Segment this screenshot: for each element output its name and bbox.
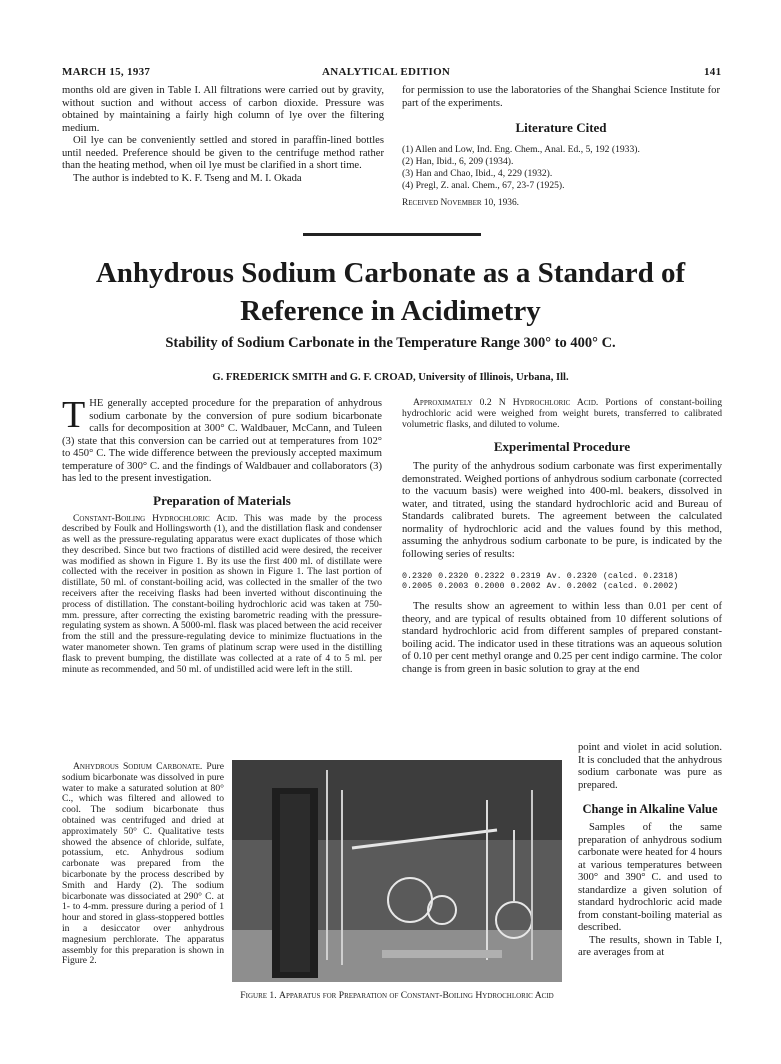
table-row	[402, 581, 684, 591]
table-cell: 0.2320	[438, 571, 469, 582]
table-cell: 0.2003	[438, 581, 469, 592]
previous-article-end-right	[402, 85, 720, 208]
left-column	[62, 394, 382, 675]
apparatus-photo	[232, 760, 562, 982]
header-page-number: 141	[704, 66, 722, 78]
reference-item: (1) Allen and Low, Ind. Eng. Chem., Anal. Ed., 5, 192 (1933).	[402, 144, 640, 155]
table-cell: (calcd. 0.2318)	[602, 571, 679, 582]
table-cell: 0.2319	[510, 571, 541, 582]
paragraph-text: Pure sodium bicarbonate was dissolved in pure water to make a saturated solution at 80° C., which was filtered and allowed to cool. The sodium bicarbonate thus obtained was centrifuged and dried at approximately 50° C. Qualitative tests showed the absence of chloride, sulfate, potassium, etc. Anhydrous sodium carbonate was prepared from the bicarbonate by the process described by Smith and Hardy (2). The sodium bicarbonate was dissociated at 290° C. at 1- to 4-mm. pressure during a period of 1 hour and stored in glass-stoppered bottles in a desiccator over anhydrous magnesium perchlorate. The apparatus assembly for this preparation is shown in Figure 2.	[62, 761, 224, 967]
figure-caption	[232, 990, 562, 1001]
paragraph	[402, 398, 722, 430]
literature-cited-heading: Literature Cited	[515, 120, 607, 135]
preparation-heading: Preparation of Materials	[153, 492, 291, 508]
header-date: MARCH 15, 1937	[62, 66, 151, 78]
figure-1-photograph	[232, 760, 562, 982]
reference-item: (4) Pregl, Z. anal. Chem., 67, 23-7 (1925).	[402, 180, 565, 191]
table-cell: 0.2002	[510, 581, 541, 592]
run-in-heading: Anhydrous Sodium Carbonate.	[73, 761, 203, 772]
table-cell: Av. 0.2320	[546, 571, 597, 582]
table-row	[402, 571, 684, 581]
table-cell: (calcd. 0.2002)	[602, 581, 679, 592]
experimental-procedure-heading: Experimental Procedure	[493, 439, 631, 455]
paragraph	[62, 514, 382, 676]
header-journal: ANALYTICAL EDITION	[322, 66, 451, 78]
paragraph: The results, shown in Table I, are averages from at	[578, 934, 722, 958]
paragraph: The purity of the anhydrous sodium carbonate was first experimentally demonstrated. Weighed portions of anhydrous sodium carbonate (corrected to the vacuum basis) were weighed into 400-ml. beakers, dissolved in water, and titrated, using the standard hydrochloric acid and Bureau of Standards calibrated burets. The agreement between the calculated normality of hydrochloric acid and the values found by this method, assuming the anhydrous sodium carbonate to be pure, is indicated by the following series of results:	[402, 461, 722, 560]
previous-article-end	[62, 85, 384, 185]
run-in-heading: Approximately 0.2 N Hydrochloric Acid.	[413, 397, 599, 408]
article-title	[30, 254, 751, 330]
table-cell: Av. 0.2002	[546, 581, 597, 592]
reference-item: (3) Han and Chao, Ibid., 4, 229 (1932).	[402, 168, 553, 179]
drop-cap: T	[62, 394, 86, 436]
table-cell: 0.2322	[474, 571, 505, 582]
caption-label: Figure 1.	[240, 990, 277, 1001]
sodium-carbonate-paragraph	[62, 762, 224, 967]
results-table	[402, 571, 684, 591]
intro-paragraph	[62, 394, 382, 486]
paragraph: The author is indebted to K. F. Tseng and M. I. Okada	[73, 172, 302, 184]
table-cell: 0.2000	[474, 581, 505, 592]
caption-text: Apparatus for Preparation of Constant-Boiling Hydrochloric Acid	[279, 990, 554, 1001]
article-subtitle: Stability of Sodium Carbonate in the Temperature Range 300° to 400° C.	[165, 335, 616, 351]
paragraph-text: Portions of constant-boiling hydrochloric acid were weighed from weight burets, transferred to calibrated volumetric flasks, and diluted to volume.	[402, 397, 723, 430]
paragraph: Samples of the same preparation of anhydrous sodium carbonate were heated for 4 hours at various temperatures between 300° and 390° C. and used to standardize a given solution of standard hydrochloric acid made from constant-boiling material as described.	[578, 822, 722, 933]
paragraph: The results show an agreement to within less than 0.01 per cent of theory, and are typical of results obtained from 10 different solutions of standard hydrochloric acid from different samples of prepared constant-boiling acid. The indicator used in these titrations was an aqueous solution of 0.10 per cent methyl orange and 0.25 per cent indigo carmine. The color change is from green in basic solution to gray at the end	[402, 601, 722, 675]
title-line: Anhydrous Sodium Carbonate as a Standard of	[95, 257, 686, 289]
title-line: Reference in Acidimetry	[240, 295, 541, 327]
received-date: Received November 10, 1936.	[402, 198, 520, 208]
paragraph: months old are given in Table I. All filtrations were carried out by gravity, without suction and without access of carbon dioxide. Pressure was obtained by maintaining a fairly high column of lye over the filtering medium.	[62, 85, 384, 134]
table-cell: 0.2320	[402, 571, 433, 582]
change-in-alkaline-value-heading: Change in Alkaline Value	[582, 802, 718, 816]
right-narrow-column	[578, 742, 722, 960]
run-in-heading: Constant-Boiling Hydrochloric Acid.	[73, 512, 238, 524]
paragraph-text: This was made by the process described by Foulk and Hollingsworth (1), and the distillation flask and condenser as well as the pressure-regulating apparatus were exact duplicates of those which they described. Since but two fractions of distilled acid were desired, the receiver was modified as shown in Figure 1. By its use the first 400 ml. of distillate were collected with the receiver in position as shown in Figure 1. The last portion of distillate, 50 ml. of constant-boiling acid, was collected in the smaller of the two receivers after the receiving flasks had been inverted without discontinuing the process of distillation. The constant-boiling hydrochloric acid was taken at 750-mm. pressure, after correcting the existing barometric reading with the pressure-regulating system as shown. A 5000-ml. flask was placed between the acid receiver from the still and the pressure-regulating device to minimize fluctuations in the water manometer shown. Ten grams of platinum scrap were used in the distilling flask to prevent bumping, the distillate was collected at a rate of 4 to 5 ml. per minute as recommended, and 50 ml. of undistilled acid were left in the still.	[62, 512, 382, 675]
section-divider	[303, 233, 481, 236]
authors-line: G. FREDERICK SMITH and G. F. CROAD, University of Illinois, Urbana, Ill.	[212, 372, 569, 383]
paragraph: Oil lye can be conveniently settled and stored in paraffin-lined bottles until needed. Preference should be given to the centrifuge method rather than the heating method, when oil lye must be clarified in a short time.	[62, 135, 384, 171]
reference-item: (2) Han, Ibid., 6, 209 (1934).	[402, 156, 514, 167]
intro-text: HE generally accepted procedure for the preparation of anhydrous sodium carbonate by the conversion of pure sodium bicarbonate calls for decomposition at 300° C. Waldbauer, McCann, and Tuleen (3) state that this conversion can be carried out at temperatures from 102° to 450° C. The wide difference between the previously accepted maximum temperature of 300° C. and the findings of Waldbauer and collaborators (3) has led to the present investigation.	[62, 398, 382, 484]
paragraph: point and violet in acid solution. It is concluded that the anhydrous sodium carbonate was pure as prepared.	[578, 742, 722, 791]
right-column	[402, 398, 722, 676]
paragraph: for permission to use the laboratories of the Shanghai Science Institute for part of the experiments.	[402, 85, 720, 109]
reference-list	[402, 144, 720, 192]
table-cell: 0.2005	[402, 581, 433, 592]
